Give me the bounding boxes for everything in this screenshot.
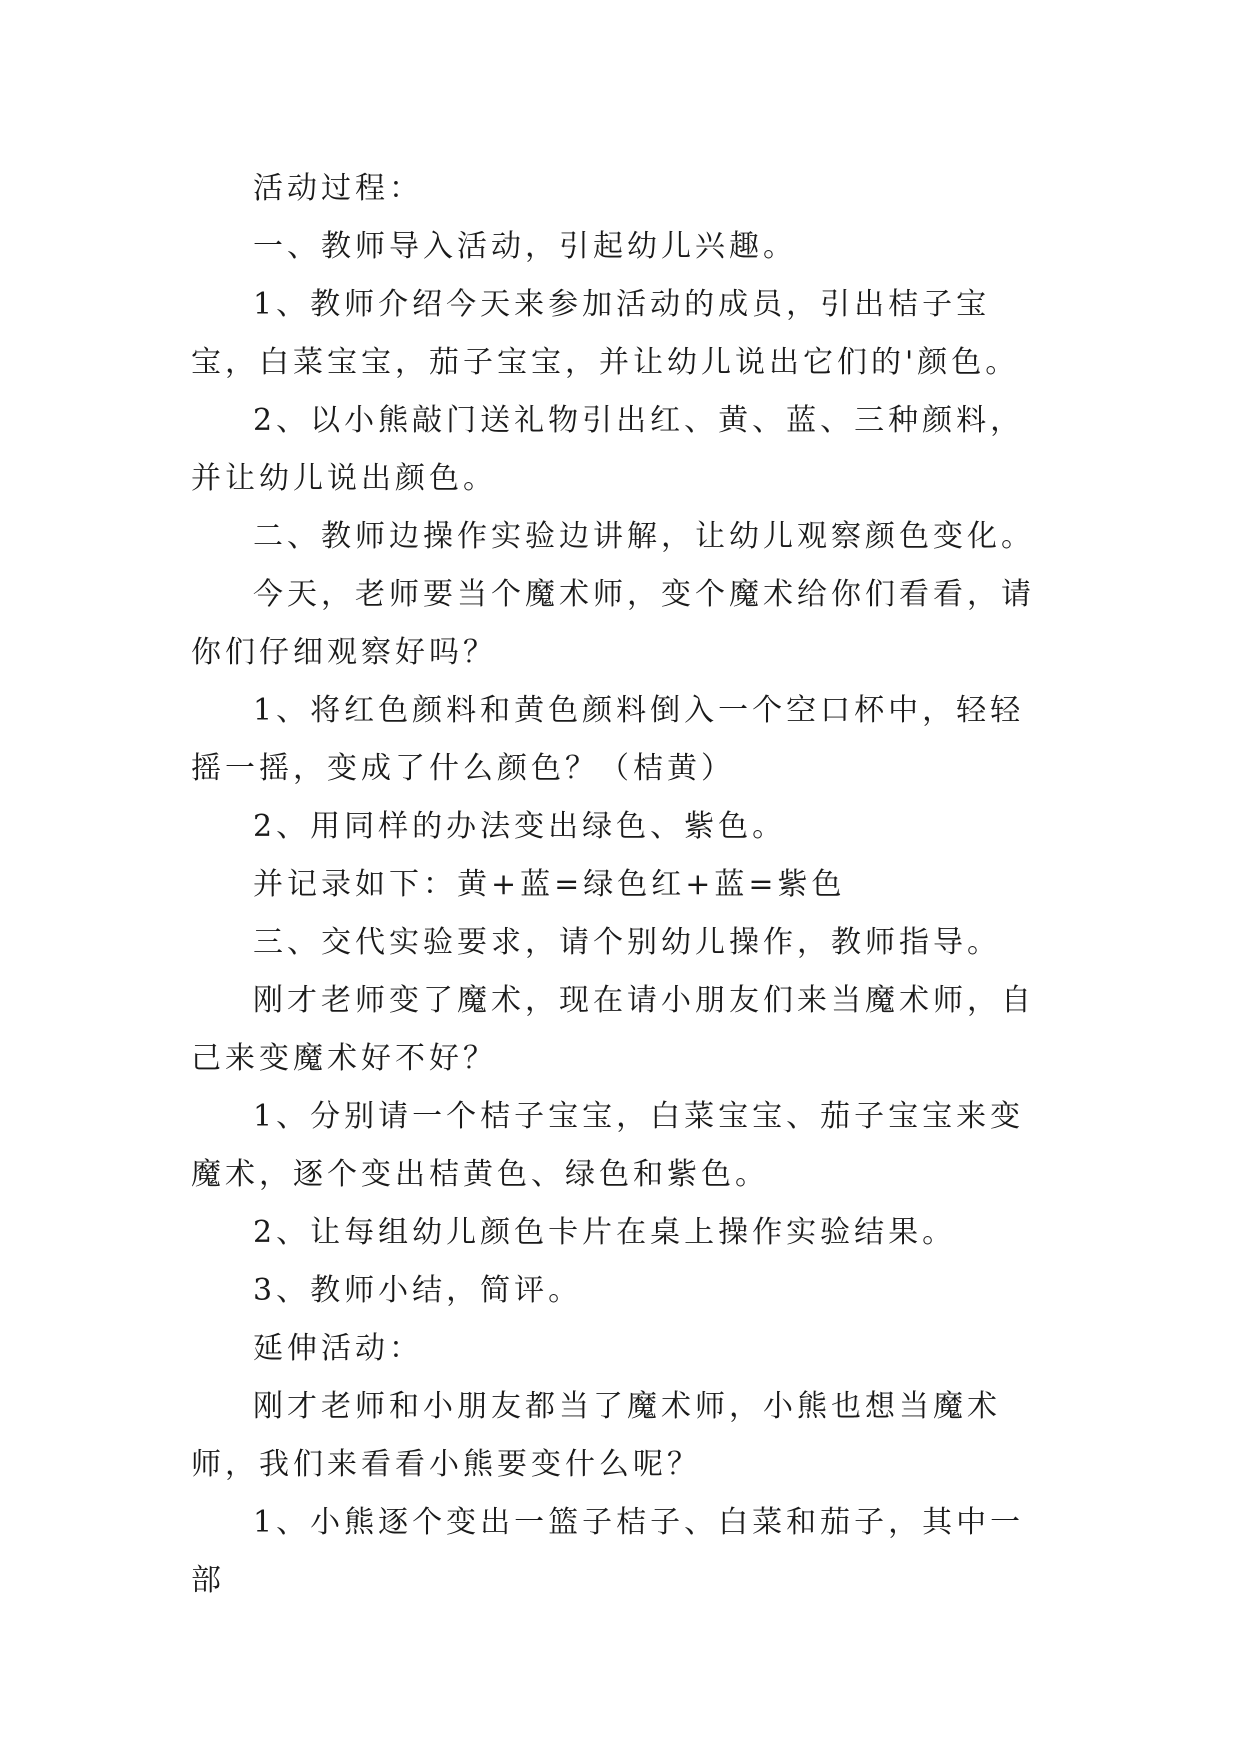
paragraph: 2、让每组幼儿颜色卡片在桌上操作实验结果。	[253, 1215, 957, 1250]
paragraph: 1、小熊逐个变出一篮子桔子、白菜和茄子，其中一部	[191, 1505, 1025, 1598]
section-heading-extension-activity: 延伸活动：	[253, 1331, 423, 1366]
paragraph: 1、将红色颜料和黄色颜料倒入一个空口杯中，轻轻摇一摇，变成了什么颜色？（桔黄）	[191, 693, 1025, 786]
paragraph: 1、教师介绍今天来参加活动的成员，引出桔子宝宝，白菜宝宝，茄子宝宝，并让幼儿说出它们的'颜色。	[191, 287, 1020, 380]
paragraph: 1、分别请一个桔子宝宝，白菜宝宝、茄子宝宝来变魔术，逐个变出桔黄色、绿色和紫色。	[191, 1099, 1025, 1192]
document-body	[191, 160, 1051, 1610]
step-heading-1: 一、教师导入活动，引起幼儿兴趣。	[253, 229, 797, 264]
paragraph: 刚才老师变了魔术，现在请小朋友们来当魔术师，自己来变魔术好不好？	[191, 983, 1035, 1076]
paragraph: 今天，老师要当个魔术师，变个魔术给你们看看，请你们仔细观察好吗？	[191, 577, 1035, 670]
paragraph: 3、教师小结，简评。	[253, 1273, 583, 1308]
paragraph: 2、以小熊敲门送礼物引出红、黄、蓝、三种颜料，并让幼儿说出颜色。	[191, 403, 1025, 496]
paragraph: 2、用同样的办法变出绿色、紫色。	[253, 809, 787, 844]
step-heading-3: 三、交代实验要求，请个别幼儿操作，教师指导。	[253, 925, 1001, 960]
paragraph: 刚才老师和小朋友都当了魔术师，小熊也想当魔术师，我们来看看小熊要变什么呢？	[191, 1389, 1001, 1482]
step-heading-2: 二、教师边操作实验边讲解，让幼儿观察颜色变化。	[253, 519, 1035, 554]
paragraph: 并记录如下：黄+蓝=绿色红+蓝=紫色	[253, 867, 846, 902]
section-heading-activity-process: 活动过程：	[253, 171, 423, 206]
